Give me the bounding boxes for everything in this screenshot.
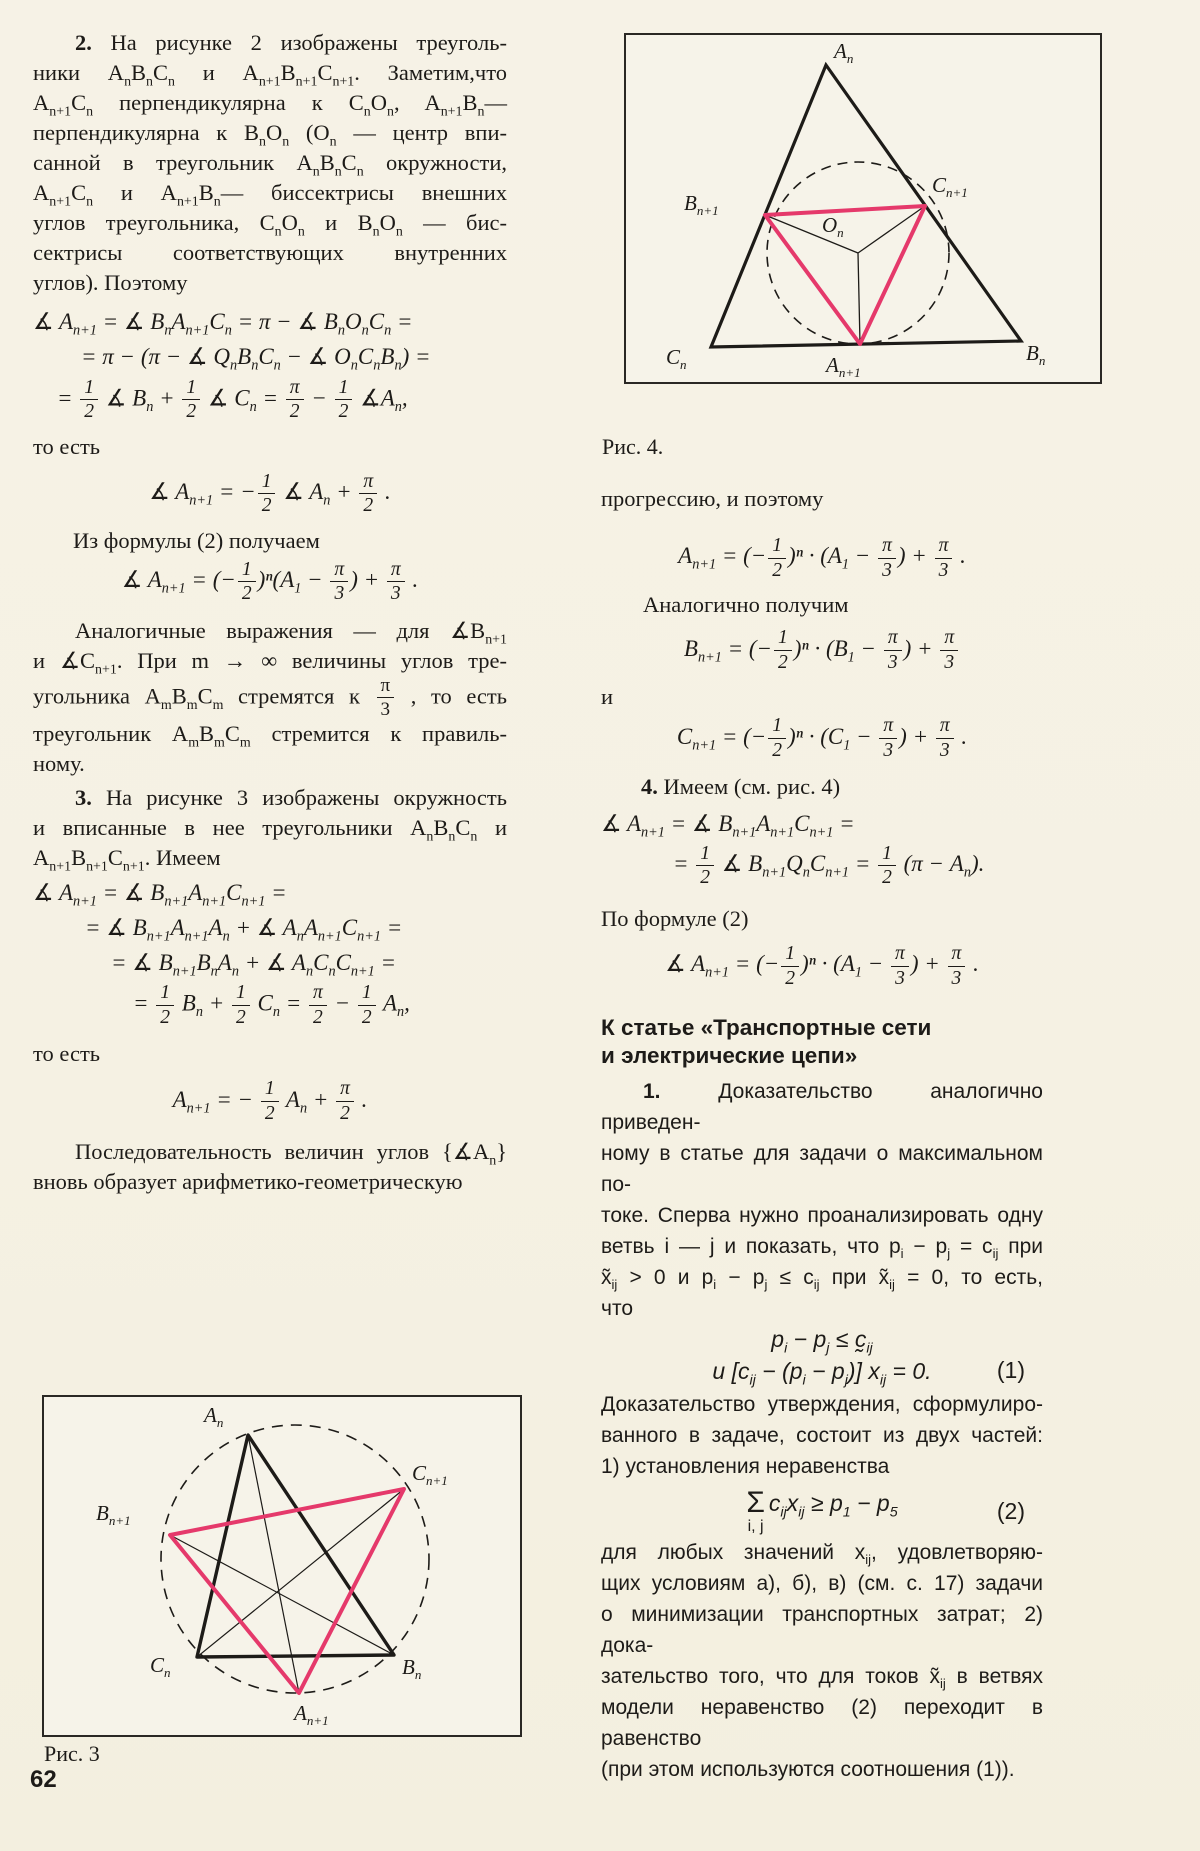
equation-3-text: ∡ $A_{n+1}$ = (− $\frac{1}{2}$ )$^n(A_1$ − $\frac{\pi}{3}$ ) + $\frac{\pi}{3}$ . bbox=[121, 558, 419, 605]
triangle-An1Bn1Cn1-pink bbox=[170, 1489, 404, 1693]
text-line: 3. На рисунке 3 изображены окружность bbox=[75, 785, 507, 811]
label-An1: $A_{n+1}$ bbox=[294, 1701, 329, 1729]
text-line: модели неравенство (2) переходит в равенство bbox=[601, 1696, 1043, 1751]
figure-4 bbox=[624, 33, 1102, 384]
equation-8-text: $c_{ij}x_{ij} \ge p_1 - p_5$ bbox=[768, 1489, 898, 1521]
label-On: $O_n$ bbox=[822, 213, 844, 241]
text-line: щих условиям а), б), в) (см. с. 17) задачи bbox=[601, 1572, 1043, 1596]
text-line: ∡ $A_{n+1}$ = ∡ $B_{n+1}A_{n+1}C_{n+1}$ = bbox=[33, 880, 287, 910]
equation-block-2 bbox=[33, 879, 507, 1027]
text-line: = $\frac{1}{2}$ $B_n$ + $\frac{1}{2}$ $C_n$ = $\frac{\pi}{2}$ − $\frac{1}{2}$ $A_n$, bbox=[133, 982, 410, 1028]
text-line: ному. bbox=[33, 751, 85, 777]
figure-3 bbox=[42, 1395, 522, 1737]
paragraph-analog bbox=[33, 616, 507, 779]
figure-3-drawing bbox=[44, 1397, 520, 1735]
progression-line: прогрессию, и поэтому bbox=[601, 486, 824, 511]
paragraph-2 bbox=[33, 28, 507, 298]
equation-B bbox=[601, 628, 1043, 672]
sigma-symbol: Σ bbox=[746, 1486, 765, 1520]
text-line: углов). Поэтому bbox=[33, 270, 188, 295]
text-line: $x̃_{ij} > 0$ и $p_i - p_j \le c_{ij}$ при $x̃_{ij} = 0$, то есть, bbox=[601, 1266, 1043, 1293]
text-line: Доказательство утверждения, сформулиро- bbox=[601, 1393, 1043, 1417]
figure-4-caption: Рис. 4. bbox=[602, 434, 664, 459]
equation-7 bbox=[601, 1357, 1043, 1389]
text-line: ванного в задаче, состоит из двух частей: bbox=[601, 1424, 1043, 1448]
equation-8 bbox=[601, 1488, 1043, 1535]
paragraph-sequence bbox=[33, 1137, 507, 1197]
transport-paragraph-2 bbox=[601, 1389, 1043, 1482]
equation-7-text: и $[c_{ij} - (p_i - p_j)] x_{ij} = 0$. bbox=[712, 1357, 932, 1389]
equation-4 bbox=[33, 1079, 507, 1123]
to-est-2: то есть bbox=[33, 1041, 101, 1067]
text-line: что bbox=[601, 1297, 634, 1321]
figure-3-caption: Рис. 3 bbox=[44, 1741, 100, 1766]
text-line: = ∡ $B_{n+1}A_{n+1}A_n$ + ∡ $A_nA_{n+1}C_{n+1}$ = bbox=[85, 914, 403, 945]
text-line: ному в статье для задачи о максимальном по- bbox=[601, 1142, 1043, 1197]
equation-8-number: (2) bbox=[996, 1497, 1025, 1524]
equation-5-text: ∡ $A_{n+1}$ = (− $\frac{1}{2}$ )$^n \cdot (A_1$ − $\frac{\pi}{3}$ ) + $\frac{\pi}{3}$ . bbox=[665, 942, 979, 989]
text-line: 1) установления неравенства bbox=[601, 1455, 890, 1479]
label-Bn1: $B_{n+1}$ bbox=[684, 191, 719, 219]
equation-4-text: $A_{n+1}$ = − $\frac{1}{2}$ $A_n$ + $\frac{\pi}{2}$ . bbox=[172, 1078, 368, 1124]
equation-2 bbox=[33, 472, 507, 516]
equation-C-text: $C_{n+1}$ = (− $\frac{1}{2}$ )$^n \cdot (C_1$ − $\frac{\pi}{3}$ ) + $\frac{\pi}{3}$ . bbox=[676, 715, 968, 761]
text-line: треугольник $A_mB_mC_m$ стремится к правиль- bbox=[33, 721, 507, 751]
equation-C bbox=[601, 716, 1043, 760]
text-line: зательство того, что для токов $x̃_{ij}$ в ветвях bbox=[601, 1665, 1043, 1692]
text-line: Аналогичные выражения — для $∡B_{n+1}$ bbox=[75, 617, 507, 648]
label-Bn: $B_n$ bbox=[1026, 341, 1046, 369]
text-line: перпендикулярна к $B_nO_n$ ($O_n$ — центр впи- bbox=[33, 120, 507, 150]
text-line: и $∡C_{n+1}$. При m → ∞ величины углов тре- bbox=[33, 647, 507, 678]
text-line: ветвь i — j и показать, что $p_i - p_j = c_{ij}$ при bbox=[601, 1235, 1043, 1262]
equation-4b-text: = $\frac{1}{2}$ ∡ $B_{n+1}Q_nC_{n+1}$ = $\frac{1}{2}$ $(\pi - A_n)$. bbox=[673, 842, 985, 889]
label-Cn1: $C_{n+1}$ bbox=[412, 1461, 448, 1489]
text-line: Последовательность величин углов $\{∡A_n\}$ bbox=[75, 1139, 507, 1169]
text-line: $A_{n+1}C_n$ перпендикулярна к $C_nO_n$, $A_{n+1}B_n—$ bbox=[33, 90, 507, 120]
label-Bn: $B_n$ bbox=[402, 1655, 422, 1683]
text-line: и вписанные в нее треугольники $A_nB_nC_n$ и bbox=[33, 815, 507, 845]
sigma-subscript: i, j bbox=[747, 1518, 764, 1536]
text-line: (при этом используются соотношения (1)). bbox=[601, 1758, 1015, 1782]
equation-4a-text: ∡ $A_{n+1}$ = ∡ $B_{n+1}A_{n+1}C_{n+1}$ = bbox=[601, 811, 855, 841]
equation-5 bbox=[601, 944, 1043, 988]
label-An: $A_n$ bbox=[204, 1403, 224, 1431]
label-Cn: $C_n$ bbox=[150, 1653, 171, 1681]
text-line: токе. Сперва нужно проанализировать одну bbox=[601, 1204, 1043, 1228]
equation-B-text: $B_{n+1}$ = (− $\frac{1}{2}$ )$^n \cdot (B_1$ − $\frac{\pi}{3}$ ) + $\frac{\pi}{3}$ bbox=[684, 636, 960, 661]
transport-paragraph-1 bbox=[601, 1076, 1043, 1324]
equation-7-number: (1) bbox=[996, 1357, 1025, 1384]
equation-6 bbox=[601, 1326, 1043, 1357]
text-line: = $\frac{1}{2}$ ∡ $B_n$ + $\frac{1}{2}$ ∡ $C_n$ = $\frac{\pi}{2}$ − $\frac{1}{2}$ $∡A_n$, bbox=[57, 376, 408, 423]
label-Cn1: $C_{n+1}$ bbox=[932, 173, 968, 201]
text-line: вновь образует арифметико-геометрическую bbox=[33, 1169, 463, 1195]
text-line: = ∡ $B_{n+1}B_nA_n$ + ∡ $A_nC_nC_{n+1}$ = bbox=[111, 949, 397, 980]
right-column bbox=[601, 484, 1043, 1785]
label-An1: $A_{n+1}$ bbox=[826, 353, 861, 381]
label-Cn: $C_n$ bbox=[666, 345, 687, 373]
text-line: 1. Доказательство аналогично приведен- bbox=[601, 1080, 1043, 1135]
equation-6-text: $p_i - p_j$ ≤ $c̰_{ij}$ bbox=[771, 1326, 873, 1357]
from-formula-note: Из формулы (2) получаем bbox=[73, 527, 320, 553]
equation-2-text: ∡ $A_{n+1}$ = − $\frac{1}{2}$ ∡ $A_n$ + $\frac{\pi}{2}$ . bbox=[149, 470, 391, 517]
page-number: 62 bbox=[30, 1766, 57, 1793]
text-line: ∡ $A_{n+1}$ = ∡ $B_nA_{n+1}C_n = \pi$ − ∡ $B_nO_nC_n$ = bbox=[33, 309, 413, 339]
text-line: $A_{n+1}C_n$ и $A_{n+1}B_n—$ биссектрисы внешних bbox=[33, 180, 507, 210]
equation-block-1 bbox=[33, 308, 507, 422]
item-4-line: 4. Имеем (см. рис. 4) bbox=[641, 774, 841, 800]
equation-4b bbox=[673, 844, 1043, 888]
paragraph-3 bbox=[33, 783, 507, 873]
equation-4a bbox=[601, 810, 1043, 841]
equation-A-text: $A_{n+1}$ = (− $\frac{1}{2}$ )$^n \cdot (A_1$ − $\frac{\pi}{3}$ ) + $\frac{\pi}{3}$ . bbox=[678, 535, 966, 581]
section-title bbox=[601, 1014, 1043, 1070]
text-line: для любых значений $x_{ij}$, удовлетворяю- bbox=[601, 1541, 1043, 1568]
triangle-AnBnCn bbox=[711, 65, 1021, 347]
text-line: санной в треугольник $A_nB_nC_n$ окружности, bbox=[33, 150, 507, 180]
to-est-1: то есть bbox=[33, 433, 101, 459]
sigma-operator bbox=[746, 1488, 765, 1535]
label-An: $A_n$ bbox=[834, 39, 854, 67]
by-formula-line: По формуле (2) bbox=[601, 905, 749, 931]
triangle-AnBnCn bbox=[197, 1435, 394, 1657]
text-line: о минимизации транспортных затрат; 2) дока- bbox=[601, 1603, 1043, 1658]
text-line: углов треугольника, $C_nO_n$ и $B_nO_n$ — бис- bbox=[33, 210, 508, 240]
text-line: сектрисы соответствующих внутренних bbox=[33, 240, 507, 265]
text-line: = π − (π − ∡ $Q_nB_nC_n$ − ∡ $O_nC_nB_n$) = bbox=[81, 343, 431, 374]
analog-line: Аналогично получим bbox=[643, 592, 849, 618]
text-line: и электрические цепи» bbox=[601, 1043, 858, 1069]
label-Bn1: $B_{n+1}$ bbox=[96, 1501, 131, 1529]
text-line: 2. На рисунке 2 изображены треуголь- bbox=[75, 30, 507, 55]
text-line: ники $A_nB_nC_n$ и $A_{n+1}B_{n+1}C_{n+1}$. Заметим,что bbox=[33, 60, 507, 90]
text-line: угольника $A_mB_mC_m$ стремятся к $\frac{\pi}{3}$ , то есть bbox=[33, 674, 507, 720]
and-word: и bbox=[601, 684, 614, 710]
equation-A bbox=[601, 536, 1043, 580]
text-line: $A_{n+1}B_{n+1}C_{n+1}$. Имеем bbox=[33, 845, 221, 875]
triangle-An1Bn1Cn1-pink bbox=[765, 206, 925, 344]
transport-paragraph-3 bbox=[601, 1537, 1043, 1785]
left-column bbox=[33, 28, 507, 1197]
equation-3 bbox=[33, 560, 507, 604]
text-line: К статье «Транспортные сети bbox=[601, 1015, 932, 1041]
